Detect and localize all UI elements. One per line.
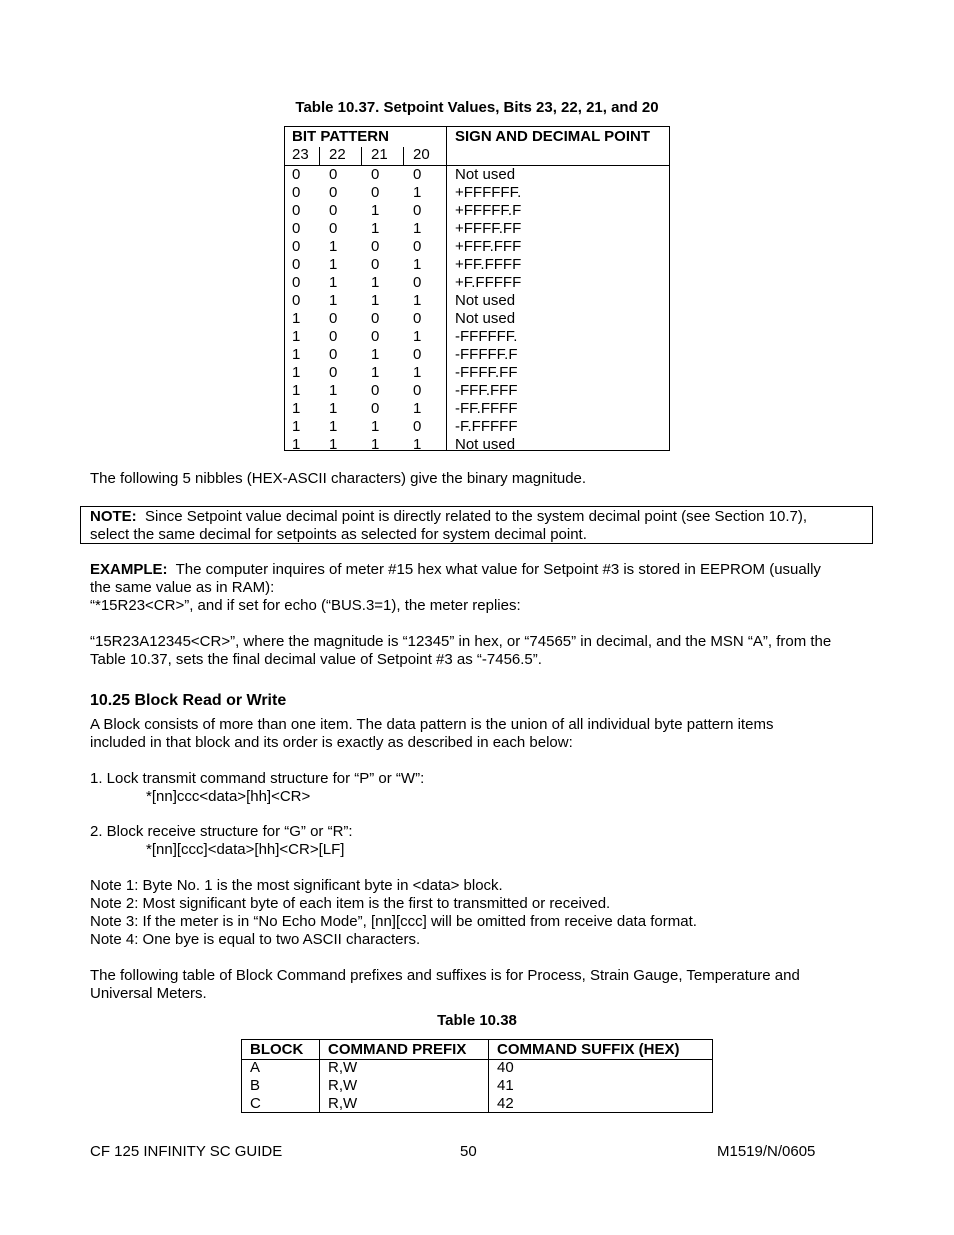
section-para-2-line-1: The following table of Block Command prefixes and suffixes is for Process, Strain Gauge, Temperature and bbox=[90, 967, 800, 984]
table-cell: 0 bbox=[371, 256, 380, 273]
note-4: Note 4: One bye is equal to two ASCII characters. bbox=[90, 931, 421, 948]
table-cell: 0 bbox=[292, 274, 301, 291]
table-cell: 1 bbox=[371, 274, 380, 291]
table-cell: 0 bbox=[371, 184, 380, 201]
bit-number-22: 22 bbox=[329, 146, 346, 163]
column-bit-22 bbox=[329, 166, 337, 454]
table-column-divider bbox=[488, 1040, 489, 1112]
note-3: Note 3: If the meter is in “No Echo Mode”, [nn][ccc] will be omitted from receive data format. bbox=[90, 913, 697, 930]
column-prefix bbox=[328, 1059, 357, 1113]
table-cell: +FFF.FFF bbox=[455, 238, 522, 255]
example-line-4: “15R23A12345<CR>”, where the magnitude is “12345” in hex, or “74565” in decimal, and the MSN “A”, from the bbox=[90, 633, 832, 650]
table-cell: 0 bbox=[413, 310, 422, 327]
table-cell: +FFFF.FF bbox=[455, 220, 522, 237]
column-block bbox=[250, 1059, 261, 1113]
table-cell: 42 bbox=[497, 1095, 514, 1112]
table-cell: 1 bbox=[413, 436, 422, 453]
table-cell: 0 bbox=[371, 382, 380, 399]
table-cell: 0 bbox=[413, 274, 422, 291]
block-command-table bbox=[241, 1039, 713, 1113]
bit-number-23: 23 bbox=[292, 146, 309, 163]
section-para-1-line-2: included in that block and its order is exactly as described in each below: bbox=[90, 734, 573, 751]
table-cell: 1 bbox=[413, 364, 422, 381]
table-cell: +FFFFF.F bbox=[455, 202, 522, 219]
table-cell: 0 bbox=[292, 238, 301, 255]
note-line-1: NOTE: Since Setpoint value decimal point is directly related to the system decimal point (see Section 10.7), bbox=[90, 508, 808, 525]
table-cell: 1 bbox=[413, 400, 422, 417]
list-item-2-code: *[nn][ccc]<data>[hh]<CR>[LF] bbox=[146, 841, 345, 858]
table-cell: -FFFFFF. bbox=[455, 328, 518, 345]
bit-column-divider bbox=[361, 147, 362, 165]
table-cell: 1 bbox=[371, 364, 380, 381]
table-cell: 1 bbox=[292, 328, 301, 345]
list-item-1-code: *[nn]ccc<data>[hh]<CR> bbox=[146, 788, 311, 805]
table-cell: -FF.FFFF bbox=[455, 400, 518, 417]
table-cell: 0 bbox=[371, 238, 380, 255]
section-para-1-line-1: A Block consists of more than one item. The data pattern is the union of all individual byte pattern items bbox=[90, 716, 774, 733]
table-cell: 0 bbox=[292, 220, 301, 237]
table-cell: 0 bbox=[413, 346, 422, 363]
table-cell: 1 bbox=[329, 238, 338, 255]
table-cell: -FFFF.FF bbox=[455, 364, 518, 381]
table-cell: 1 bbox=[292, 346, 301, 363]
table-cell: 1 bbox=[329, 418, 338, 435]
table-cell: 0 bbox=[371, 166, 380, 183]
table-cell: 1 bbox=[329, 292, 338, 309]
table-cell: 1 bbox=[292, 310, 301, 327]
table-cell: 0 bbox=[329, 184, 338, 201]
table-cell: 0 bbox=[292, 184, 301, 201]
table-cell: 1 bbox=[371, 418, 380, 435]
example-label: EXAMPLE: bbox=[90, 561, 168, 578]
table-cell: R,W bbox=[328, 1077, 358, 1094]
table-cell: 1 bbox=[329, 436, 338, 453]
table-cell: 0 bbox=[413, 238, 422, 255]
table-cell: 0 bbox=[329, 310, 338, 327]
footer-right: M1519/N/0605 bbox=[717, 1143, 816, 1160]
table-cell: 1 bbox=[413, 220, 422, 237]
bit-column-divider bbox=[319, 147, 320, 165]
table-cell: 0 bbox=[292, 256, 301, 273]
table-cell: -FFFFF.F bbox=[455, 346, 518, 363]
table-cell: Not used bbox=[455, 166, 516, 183]
table-10-38-caption: Table 10.38 bbox=[437, 1012, 517, 1029]
example-line-1: EXAMPLE: The computer inquires of meter #15 hex what value for Setpoint #3 is stored in EEPROM (usually bbox=[90, 561, 821, 578]
nibbles-paragraph: The following 5 nibbles (HEX-ASCII characters) give the binary magnitude. bbox=[90, 470, 587, 487]
bit-number-20: 20 bbox=[413, 146, 430, 163]
table-cell: 0 bbox=[413, 382, 422, 399]
table-cell: Not used bbox=[455, 292, 516, 309]
table-cell: 1 bbox=[413, 328, 422, 345]
table-cell: +F.FFFFF bbox=[455, 274, 522, 291]
column-suffix bbox=[497, 1059, 514, 1113]
table-cell: 0 bbox=[329, 328, 338, 345]
table-cell: 1 bbox=[292, 364, 301, 381]
table-cell: 1 bbox=[413, 292, 422, 309]
table-cell: +FFFFFF. bbox=[455, 184, 522, 201]
bit-number-21: 21 bbox=[371, 146, 388, 163]
note-line-2: select the same decimal for setpoints as selected for system decimal point. bbox=[90, 526, 587, 543]
table-cell: 0 bbox=[329, 220, 338, 237]
table-cell: 1 bbox=[371, 202, 380, 219]
example-line-5: Table 10.37, sets the final decimal value of Setpoint #3 as “-7456.5”. bbox=[90, 651, 542, 668]
note-label: NOTE: bbox=[90, 508, 137, 525]
table-cell: -FFF.FFF bbox=[455, 382, 518, 399]
table-cell: R,W bbox=[328, 1095, 358, 1112]
table-cell: B bbox=[250, 1077, 261, 1094]
section-heading: 10.25 Block Read or Write bbox=[90, 692, 287, 709]
setpoint-values-table bbox=[284, 126, 670, 451]
table-cell: 1 bbox=[371, 346, 380, 363]
example-line-3: “*15R23<CR>”, and if set for echo (“BUS.3=1), the meter replies: bbox=[90, 597, 521, 614]
header-command-prefix: COMMAND PREFIX bbox=[328, 1041, 467, 1058]
table-cell: 1 bbox=[292, 382, 301, 399]
table-cell: Not used bbox=[455, 310, 516, 327]
column-sign bbox=[455, 166, 521, 454]
table-cell: 0 bbox=[413, 418, 422, 435]
column-bit-20 bbox=[413, 166, 421, 454]
table-cell: 41 bbox=[497, 1077, 514, 1094]
table-cell: 1 bbox=[292, 418, 301, 435]
table-column-divider bbox=[446, 127, 447, 450]
table-cell: 1 bbox=[413, 256, 422, 273]
note-box bbox=[80, 506, 873, 544]
list-item-2: 2. Block receive structure for “G” or “R”: bbox=[90, 823, 353, 840]
table-10-37-caption: Table 10.37. Setpoint Values, Bits 23, 22, 21, and 20 bbox=[295, 99, 659, 116]
table-cell: 0 bbox=[371, 328, 380, 345]
table-column-divider bbox=[319, 1040, 320, 1112]
table-cell: -F.FFFFF bbox=[455, 418, 518, 435]
note-2: Note 2: Most significant byte of each item is the first to transmitted or received. bbox=[90, 895, 611, 912]
bit-column-divider bbox=[403, 147, 404, 165]
table-cell: A bbox=[250, 1059, 261, 1076]
table-cell: 0 bbox=[329, 346, 338, 363]
table-cell: 1 bbox=[329, 256, 338, 273]
table-cell: 1 bbox=[329, 382, 338, 399]
table-cell: 0 bbox=[329, 166, 338, 183]
example-line-2: the same value as in RAM): bbox=[90, 579, 275, 596]
table-cell: C bbox=[250, 1095, 261, 1112]
table-cell: 1 bbox=[413, 184, 422, 201]
table-cell: R,W bbox=[328, 1059, 358, 1076]
header-block: BLOCK bbox=[250, 1041, 304, 1058]
table-cell: 1 bbox=[371, 292, 380, 309]
table-cell: 0 bbox=[413, 202, 422, 219]
table-cell: 1 bbox=[329, 400, 338, 417]
column-bit-23 bbox=[292, 166, 300, 454]
table-cell: +FF.FFFF bbox=[455, 256, 522, 273]
table-cell: 0 bbox=[371, 310, 380, 327]
table-cell: 0 bbox=[329, 364, 338, 381]
note-1: Note 1: Byte No. 1 is the most significant byte in <data> block. bbox=[90, 877, 503, 894]
header-bit-pattern: BIT PATTERN bbox=[292, 128, 389, 145]
table-cell: 0 bbox=[292, 202, 301, 219]
table-header-divider bbox=[242, 1059, 712, 1060]
table-cell: 0 bbox=[329, 202, 338, 219]
table-cell: 0 bbox=[292, 166, 301, 183]
table-cell: 0 bbox=[413, 166, 422, 183]
section-para-2-line-2: Universal Meters. bbox=[90, 985, 207, 1002]
table-cell: 1 bbox=[292, 400, 301, 417]
table-cell: 1 bbox=[292, 436, 301, 453]
table-cell: 1 bbox=[371, 436, 380, 453]
table-cell: 40 bbox=[497, 1059, 514, 1076]
list-item-1: 1. Lock transmit command structure for “P” or “W”: bbox=[90, 770, 425, 787]
footer-page-number: 50 bbox=[460, 1143, 477, 1160]
table-cell: 1 bbox=[371, 220, 380, 237]
header-command-suffix: COMMAND SUFFIX (HEX) bbox=[497, 1041, 680, 1058]
footer-left: CF 125 INFINITY SC GUIDE bbox=[90, 1143, 283, 1160]
table-cell: 0 bbox=[371, 400, 380, 417]
header-sign-decimal: SIGN AND DECIMAL POINT bbox=[455, 128, 651, 145]
table-cell: 1 bbox=[329, 274, 338, 291]
table-cell: 0 bbox=[292, 292, 301, 309]
column-bit-21 bbox=[371, 166, 379, 454]
table-cell: Not used bbox=[455, 436, 516, 453]
